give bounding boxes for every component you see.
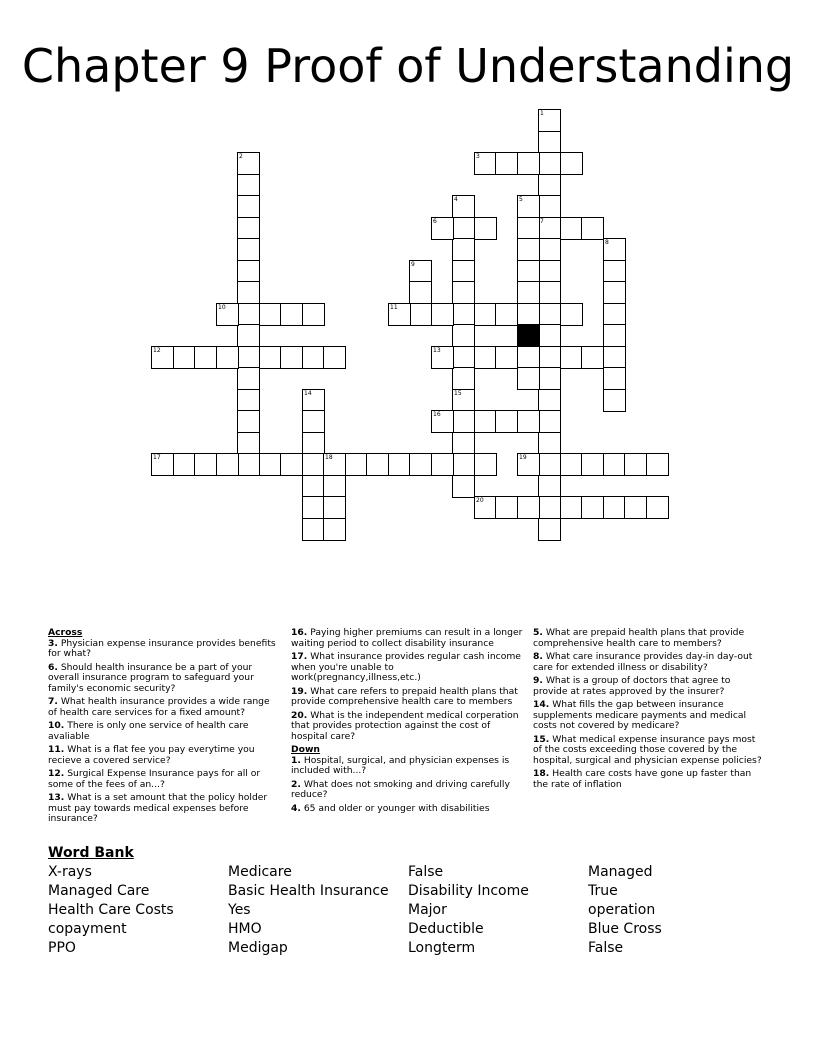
clue-across-7: 7. What health insurance provides a wide range of health care services for a fixed amount? <box>48 696 270 718</box>
crossword-cell[interactable] <box>237 152 260 175</box>
crossword-cell[interactable] <box>452 475 475 498</box>
crossword-cell[interactable] <box>603 496 626 519</box>
crossword-cell[interactable] <box>302 410 325 433</box>
crossword-cell[interactable] <box>280 453 303 476</box>
crossword-cell[interactable] <box>474 217 497 240</box>
crossword-cell[interactable] <box>302 346 325 369</box>
crossword-cell[interactable] <box>452 346 475 369</box>
crossword-cell[interactable] <box>495 496 518 519</box>
clue-across-13: 13. What is a set amount that the policy holder must pay towards medical expenses before insurance? <box>48 792 268 824</box>
crossword-cell[interactable] <box>560 217 583 240</box>
crossword-cell[interactable] <box>431 346 454 369</box>
clue-across-17: 17. What insurance provides regular cash income when you're unable to work(pregnancy,illness,etc.) <box>291 651 521 683</box>
crossword-cell[interactable] <box>302 303 325 326</box>
crossword-cell[interactable] <box>517 217 540 240</box>
clue-across-10: 10. There is only one service of health care avaliable <box>48 720 249 742</box>
crossword-cell[interactable] <box>452 324 475 347</box>
crossword-cell[interactable] <box>237 346 260 369</box>
crossword-cell[interactable] <box>452 217 475 240</box>
crossword-cell[interactable] <box>452 453 475 476</box>
word-bank-item: Medicare <box>228 864 292 880</box>
crossword-cell[interactable] <box>409 260 432 283</box>
cell-number: 2 <box>239 153 243 160</box>
crossword-cell[interactable] <box>560 303 583 326</box>
crossword-cell[interactable] <box>581 217 604 240</box>
crossword-cell[interactable] <box>538 174 561 197</box>
crossword-cell[interactable] <box>581 453 604 476</box>
crossword-cell[interactable] <box>237 389 260 412</box>
crossword-cell[interactable] <box>474 303 497 326</box>
crossword-cell[interactable] <box>495 346 518 369</box>
crossword-cell[interactable] <box>431 410 454 433</box>
crossword-cell[interactable] <box>323 453 346 476</box>
word-bank <box>48 843 788 958</box>
crossword-cell[interactable] <box>538 518 561 541</box>
crossword-cell[interactable] <box>302 389 325 412</box>
crossword-cell[interactable] <box>517 260 540 283</box>
crossword-cell[interactable] <box>517 453 540 476</box>
crossword-cell[interactable] <box>560 496 583 519</box>
crossword-cell[interactable] <box>302 432 325 455</box>
cell-number: 3 <box>476 153 480 160</box>
crossword-cell[interactable] <box>538 131 561 154</box>
crossword-cell[interactable] <box>495 303 518 326</box>
crossword-cell[interactable] <box>538 260 561 283</box>
crossword-cell[interactable] <box>452 367 475 390</box>
crossword-cell[interactable] <box>603 281 626 304</box>
word-bank-item: Major <box>408 902 447 918</box>
crossword-cell[interactable] <box>452 260 475 283</box>
crossword-cell[interactable] <box>237 324 260 347</box>
clue-across-19: 19. What care refers to prepaid health plans that provide comprehensive health care to members <box>291 685 518 707</box>
crossword-cell[interactable] <box>603 346 626 369</box>
cell-number: 19 <box>519 454 527 461</box>
crossword-cell[interactable] <box>517 238 540 261</box>
crossword-cell[interactable] <box>388 453 411 476</box>
crossword-cell[interactable] <box>323 346 346 369</box>
clue-down-5: 5. What are prepaid health plans that provide comprehensive health care to members? <box>533 627 745 649</box>
clue-down-1: 1. Hospital, surgical, and physician expenses is included with...? <box>291 754 510 776</box>
crossword-cell[interactable] <box>237 238 260 261</box>
crossword-cell[interactable] <box>302 496 325 519</box>
crossword-cell[interactable] <box>237 195 260 218</box>
cell-number: 15 <box>454 390 462 397</box>
crossword-cell[interactable] <box>538 389 561 412</box>
crossword-cell[interactable] <box>409 453 432 476</box>
cell-number: 20 <box>476 497 484 504</box>
cell-number: 6 <box>433 218 437 225</box>
crossword-cell[interactable] <box>237 217 260 240</box>
crossword-cell[interactable] <box>474 346 497 369</box>
crossword-cell[interactable] <box>345 453 368 476</box>
crossword-cell[interactable] <box>560 346 583 369</box>
crossword-cell[interactable] <box>538 410 561 433</box>
crossword-cell[interactable] <box>388 303 411 326</box>
crossword-cell[interactable] <box>302 518 325 541</box>
crossword-cell[interactable] <box>517 303 540 326</box>
clue-across-3: 3. Physician expense insurance provides benefits for what? <box>48 637 276 659</box>
down-heading: Down <box>291 744 320 755</box>
cell-number: 10 <box>218 304 226 311</box>
crossword-cell[interactable] <box>495 410 518 433</box>
crossword-cell[interactable] <box>259 346 282 369</box>
clue-across-11: 11. What is a flat fee you pay everytime you recieve a covered service? <box>48 744 255 766</box>
cell-number: 5 <box>519 196 523 203</box>
clue-across-16: 16. Paying higher premiums can result in a longer waiting period to collect disability insurance <box>291 627 523 649</box>
clue-across-12: 12. Surgical Expense Insurance pays for all or some of the fees of an...? <box>48 768 261 790</box>
word-bank-title: Word Bank <box>48 845 134 861</box>
crossword-cell[interactable] <box>452 195 475 218</box>
crossword-cell[interactable] <box>603 238 626 261</box>
crossword-cell[interactable] <box>603 367 626 390</box>
crossword-cell[interactable] <box>517 410 540 433</box>
crossword-cell[interactable] <box>237 453 260 476</box>
word-bank-item: Medigap <box>228 940 288 956</box>
cell-number: 14 <box>304 390 312 397</box>
crossword-cell[interactable] <box>646 453 669 476</box>
crossword-cell[interactable] <box>624 496 647 519</box>
crossword-cell[interactable] <box>538 496 561 519</box>
clue-down-14: 14. What fills the gap between insurance supplements medicare payments and medical costs not covered by medicare? <box>533 699 747 731</box>
word-bank-item: True <box>588 883 618 899</box>
crossword-cell[interactable] <box>538 367 561 390</box>
crossword-cell[interactable] <box>452 389 475 412</box>
crossword-cell[interactable] <box>366 453 389 476</box>
word-bank-item: False <box>408 864 444 880</box>
crossword-cell[interactable] <box>538 346 561 369</box>
clue-down-8: 8. What care insurance provides day-in day-out care for extended illness or disability? <box>533 651 753 673</box>
word-bank-item: Yes <box>228 902 251 918</box>
clue-down-2: 2. What does not smoking and driving carefully reduce? <box>291 778 510 800</box>
crossword-cell[interactable] <box>452 303 475 326</box>
crossword-cell[interactable] <box>517 152 540 175</box>
crossword-cell[interactable] <box>452 281 475 304</box>
word-bank-item: Deductible <box>408 921 484 937</box>
word-bank-item: copayment <box>48 921 127 937</box>
crossword-cell[interactable] <box>280 346 303 369</box>
crossword-cell[interactable] <box>323 518 346 541</box>
clues-column-2 <box>291 628 523 817</box>
crossword-cell[interactable] <box>259 303 282 326</box>
page-title: Chapter 9 Proof of Understanding <box>21 39 795 93</box>
crossword-cell[interactable] <box>302 453 325 476</box>
crossword-cell[interactable] <box>409 281 432 304</box>
cell-number: 7 <box>540 218 544 225</box>
crossword-cell[interactable] <box>194 453 217 476</box>
crossword-cell[interactable] <box>538 238 561 261</box>
crossword-cell[interactable] <box>216 346 239 369</box>
crossword-cell[interactable] <box>151 453 174 476</box>
crossword-cell[interactable] <box>452 410 475 433</box>
crossword-cell[interactable] <box>646 496 669 519</box>
cell-number: 13 <box>433 347 441 354</box>
crossword-cell[interactable] <box>237 303 260 326</box>
crossword-cell[interactable] <box>151 346 174 369</box>
cell-number: 11 <box>390 304 398 311</box>
crossword-cell[interactable] <box>452 238 475 261</box>
word-bank-item: HMO <box>228 921 262 937</box>
crossword-cell[interactable] <box>431 453 454 476</box>
crossword-cell[interactable] <box>237 281 260 304</box>
word-bank-item: False <box>588 940 624 956</box>
word-bank-item: operation <box>588 902 656 918</box>
clue-across-6: 6. Should health insurance be a part of your overall insurance program to safeguard your family's economic security? <box>48 661 254 694</box>
cell-number: 16 <box>433 411 441 418</box>
clues-column-1 <box>48 628 280 828</box>
crossword-cell[interactable] <box>603 389 626 412</box>
crossword-cell[interactable] <box>603 453 626 476</box>
crossword-cell[interactable] <box>517 281 540 304</box>
word-bank-list <box>48 863 788 958</box>
crossword-cell[interactable] <box>538 453 561 476</box>
crossword-cell[interactable] <box>603 303 626 326</box>
crossword-cell[interactable] <box>495 152 518 175</box>
cell-number: 9 <box>411 261 415 268</box>
crossword-cell[interactable] <box>173 453 196 476</box>
clue-across-20: 20. What is the independent medical corperation that provides protection against the cost of hospital care? <box>291 709 519 742</box>
crossword-cell[interactable] <box>237 260 260 283</box>
crossword-cell[interactable] <box>603 324 626 347</box>
crossword-cell[interactable] <box>603 260 626 283</box>
word-bank-item: Blue Cross <box>588 921 662 937</box>
crossword-cell[interactable] <box>237 174 260 197</box>
crossword-cell[interactable] <box>237 410 260 433</box>
crossword-cell[interactable] <box>538 281 561 304</box>
crossword-cell[interactable] <box>581 346 604 369</box>
crossword-cell[interactable] <box>431 217 454 240</box>
cell-number: 1 <box>540 110 544 117</box>
crossword-cell[interactable] <box>560 453 583 476</box>
crossword-cell[interactable] <box>259 453 282 476</box>
crossword-cell[interactable] <box>237 367 260 390</box>
crossword-cell[interactable] <box>517 195 540 218</box>
cell-number: 18 <box>325 454 333 461</box>
word-bank-item: X-rays <box>48 864 92 880</box>
clue-down-15: 15. What medical expense insurance pays most of the costs exceeding those covered by the hospital, surgical and physician expense policies? <box>533 733 762 766</box>
crossword-cell[interactable] <box>517 367 540 390</box>
word-bank-item: Basic Health Insurance <box>228 883 389 899</box>
clue-down-18: 18. Health care costs have gone up faster than the rate of inflation <box>533 768 752 790</box>
cell-number: 12 <box>153 347 161 354</box>
across-heading: Across <box>48 627 83 638</box>
crossword-cell[interactable] <box>538 152 561 175</box>
cell-number: 4 <box>454 196 458 203</box>
clue-down-4: 4. 65 and older or younger with disabilities <box>291 802 490 814</box>
crossword-cell[interactable] <box>194 346 217 369</box>
word-bank-item: Health Care Costs <box>48 902 174 918</box>
crossword-cell[interactable] <box>216 453 239 476</box>
crossword-cell[interactable] <box>538 303 561 326</box>
crossword-cell[interactable] <box>517 346 540 369</box>
crossword-cell[interactable] <box>581 496 604 519</box>
crossword-cell[interactable] <box>560 152 583 175</box>
crossword-cell[interactable] <box>538 109 561 132</box>
crossword-cell[interactable] <box>237 432 260 455</box>
crossword-cell[interactable] <box>538 217 561 240</box>
cell-number: 17 <box>153 454 161 461</box>
shaded-cell <box>517 324 540 347</box>
crossword-cell[interactable] <box>409 303 432 326</box>
word-bank-item: Managed <box>588 864 653 880</box>
crossword-cell[interactable] <box>323 496 346 519</box>
crossword-cell[interactable] <box>538 195 561 218</box>
word-bank-item: PPO <box>48 940 76 956</box>
crossword-cell[interactable] <box>538 324 561 347</box>
crossword-cell[interactable] <box>474 496 497 519</box>
crossword-cell[interactable] <box>538 432 561 455</box>
crossword-cell[interactable] <box>323 475 346 498</box>
crossword-cell[interactable] <box>431 303 454 326</box>
word-bank-item: Disability Income <box>408 883 529 899</box>
clue-down-9: 9. What is a group of doctors that agree to provide at rates approved by the insurer? <box>533 675 731 697</box>
crossword-cell[interactable] <box>452 432 475 455</box>
word-bank-item: Managed Care <box>48 883 150 899</box>
word-bank-item: Longterm <box>408 940 476 956</box>
crossword-cell[interactable] <box>302 475 325 498</box>
clues-column-3 <box>533 628 767 793</box>
cell-number: 8 <box>605 239 609 246</box>
crossword-cell[interactable] <box>280 303 303 326</box>
crossword-cell[interactable] <box>624 453 647 476</box>
crossword-cell[interactable] <box>173 346 196 369</box>
crossword-cell[interactable] <box>216 303 239 326</box>
crossword-cell[interactable] <box>474 410 497 433</box>
crossword-cell[interactable] <box>474 152 497 175</box>
crossword-cell[interactable] <box>474 453 497 476</box>
crossword-cell[interactable] <box>538 475 561 498</box>
crossword-cell[interactable] <box>517 496 540 519</box>
